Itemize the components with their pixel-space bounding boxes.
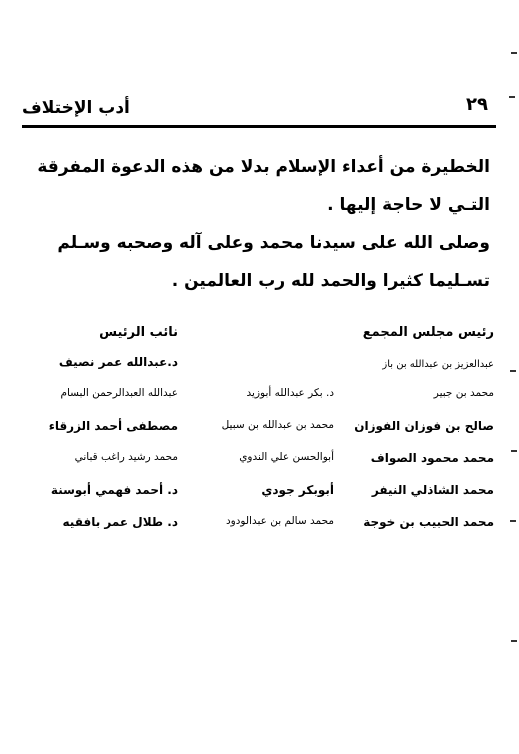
member-name: محمد محمود الصواف — [370, 451, 494, 465]
signatory-row — [40, 387, 494, 419]
member-name: مصطفى أحمد الزرقاء — [48, 419, 178, 433]
scan-edge-mark — [510, 520, 516, 522]
vice-president-title: نائب الرئيس — [99, 325, 178, 340]
member-name: عبدالله العبدالرحمن البسام — [60, 387, 178, 399]
scan-edge-mark — [510, 370, 516, 372]
paragraph: وصلى الله على سيدنا محمد وعلى آله وصحبه وسـلم تسـليما كثيرا والحمد لله رب العالمين . — [57, 233, 490, 291]
member-name: د. أحمد فهمي أبوسنة — [50, 483, 178, 497]
paragraph: الخطيرة من أعداء الإسلام بدلا من هذه الدعوة المفرقة التـي لا حاجة إليها . — [37, 157, 490, 215]
scan-edge-mark — [511, 640, 517, 642]
signatory-leaders-row — [40, 355, 494, 387]
president-name: عبدالعزيز بن عبدالله بن باز — [382, 359, 494, 370]
president-title: رئيس مجلس المجمع — [362, 325, 494, 340]
member-name: أبوالحسن علي الندوي — [239, 451, 334, 463]
body-text — [28, 148, 490, 300]
signatories-block — [40, 325, 494, 547]
member-name: محمد بن عبدالله بن سبيل — [221, 419, 334, 431]
header-divider — [22, 125, 496, 128]
member-name: د. بكر عبدالله أبوزيد — [246, 387, 334, 399]
vice-president-name: د.عبدالله عمر نصيف — [58, 355, 178, 369]
member-name: محمد الشاذلي النيفر — [371, 483, 494, 497]
signatory-row — [40, 483, 494, 515]
running-title: أدب الإختلاف — [22, 98, 130, 118]
scan-edge-mark — [509, 96, 515, 98]
page-header — [22, 92, 494, 122]
member-name: صالح بن فوزان الفوزان — [354, 419, 494, 433]
member-name: محمد سالم بن عبدالودود — [225, 515, 334, 527]
signatory-row — [40, 419, 494, 451]
member-name: محمد الحبيب بن خوجة — [363, 515, 494, 529]
member-name: أبوبكر جودي — [261, 483, 334, 497]
scan-edge-mark — [511, 52, 517, 54]
signatory-row — [40, 515, 494, 547]
member-name: د. طلال عمر بافقيه — [62, 515, 178, 529]
member-name: محمد بن جبير — [433, 387, 494, 399]
member-name: محمد رشيد راغب قباني — [74, 451, 178, 463]
page-number: ٢٩ — [466, 94, 488, 115]
signatory-titles-row — [40, 325, 494, 355]
scan-edge-mark — [511, 450, 517, 452]
signatory-row — [40, 451, 494, 483]
